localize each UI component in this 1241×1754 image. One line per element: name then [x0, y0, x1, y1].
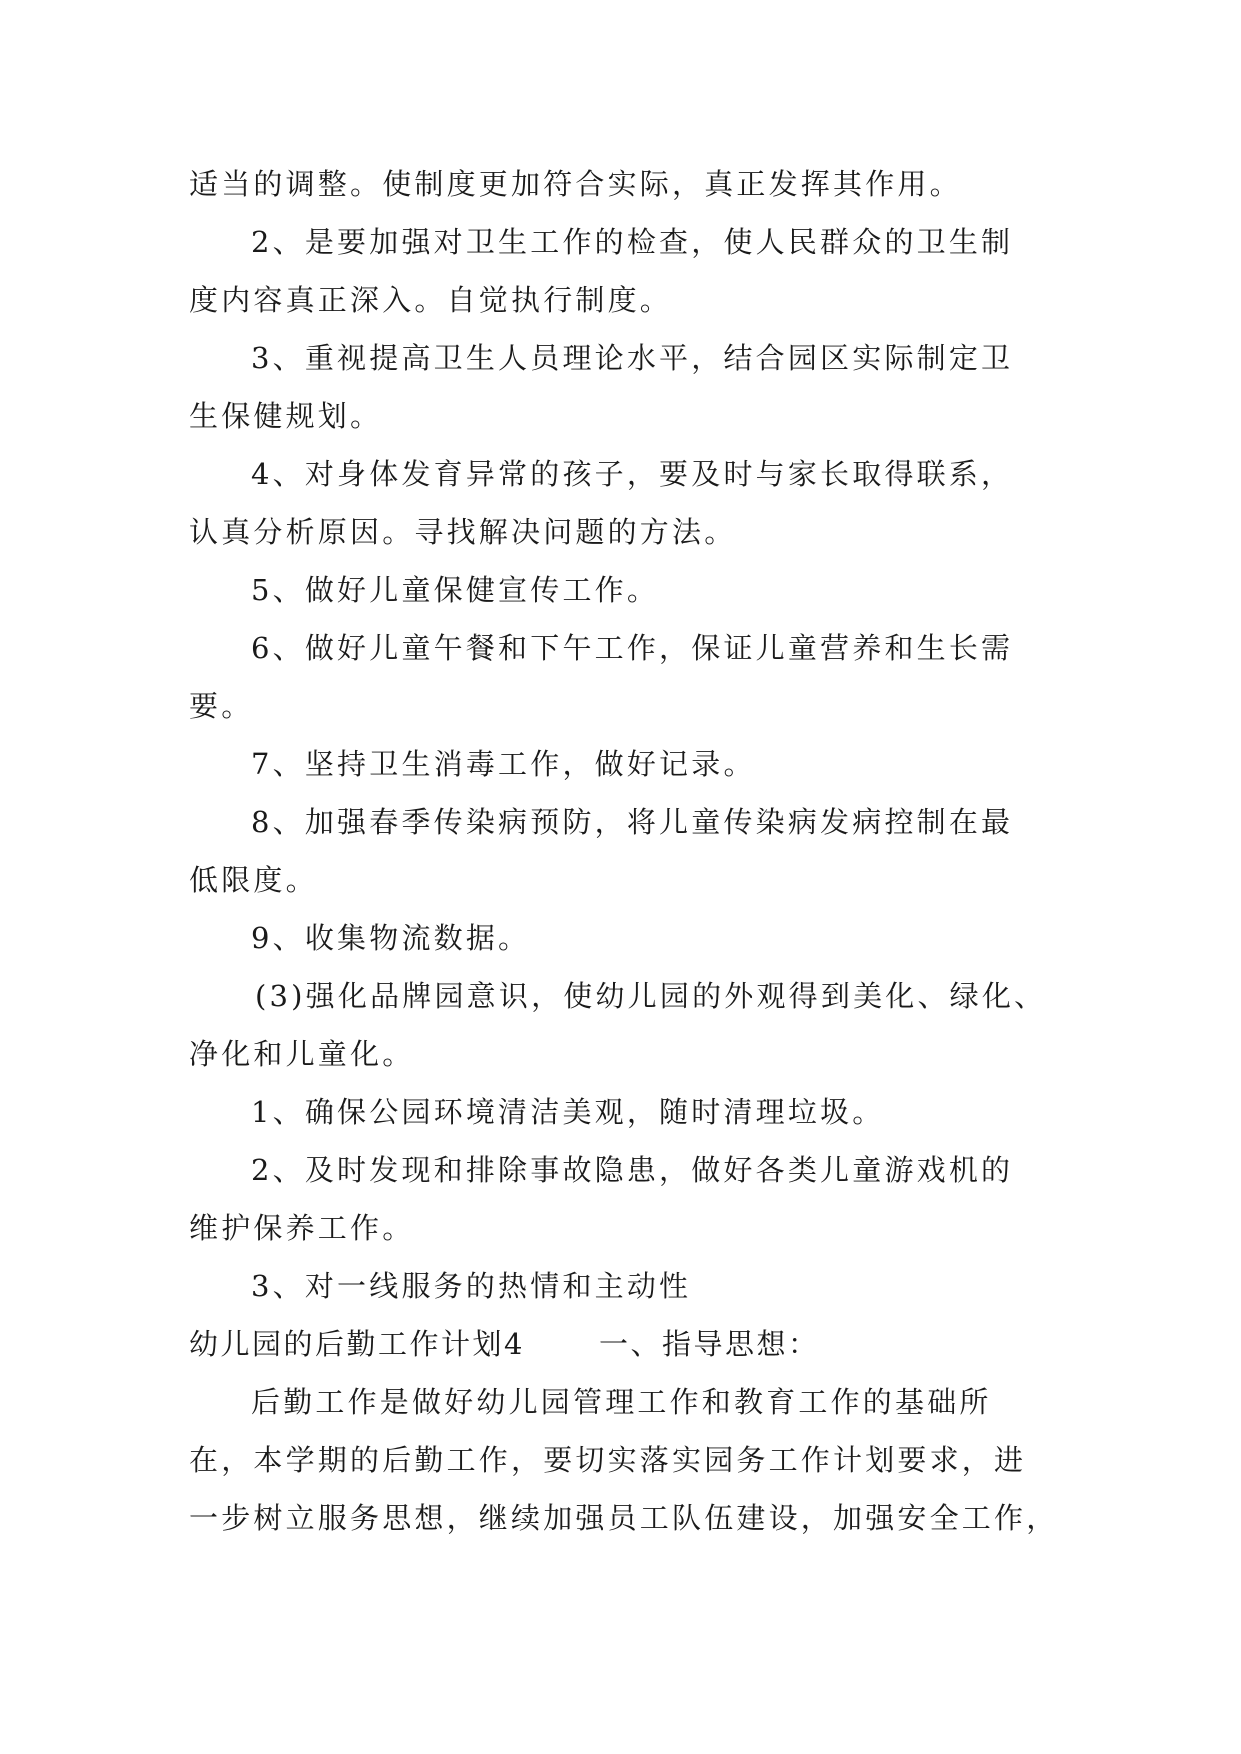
list-item-line: 3、重视提高卫生人员理论水平，结合园区实际制定卫 — [251, 341, 1014, 375]
section-heading-line: (3)强化品牌园意识，使幼儿园的外观得到美化、绿化、 — [255, 979, 1047, 1013]
paragraph-line: 生保健规划。 — [189, 399, 383, 433]
paragraph-line: 在，本学期的后勤工作，要切实落实园务工作计划要求，进 — [189, 1443, 1027, 1477]
paragraph-line: 后勤工作是做好幼儿园管理工作和教育工作的基础所 — [251, 1385, 992, 1419]
list-item-line: 1、确保公园环境清洁美观，随时清理垃圾。 — [251, 1095, 885, 1129]
paragraph-line: 净化和儿童化。 — [189, 1037, 415, 1071]
document-title: 幼儿园的后勤工作计划4 — [189, 1327, 525, 1361]
document-title-line — [189, 1315, 1059, 1373]
paragraph-line: 低限度。 — [189, 863, 318, 897]
paragraph-line: 度内容真正深入。自觉执行制度。 — [189, 283, 673, 317]
list-item-line: 3、对一线服务的热情和主动性 — [251, 1269, 692, 1303]
paragraph-line: 维护保养工作。 — [189, 1211, 415, 1245]
section-heading: 一、指导思想： — [598, 1327, 820, 1361]
list-item-line: 8、加强春季传染病预防，将儿童传染病发病控制在最 — [251, 805, 1014, 839]
document-body — [189, 155, 1059, 1547]
list-item-line: 6、做好儿童午餐和下午工作，保证儿童营养和生长需 — [251, 631, 1014, 665]
list-item-line: 4、对身体发育异常的孩子，要及时与家长取得联系， — [251, 457, 1014, 491]
paragraph-line: 要。 — [189, 689, 254, 723]
list-item-line: 2、是要加强对卫生工作的检查，使人民群众的卫生制 — [251, 225, 1014, 259]
paragraph-line: 适当的调整。使制度更加符合实际，真正发挥其作用。 — [189, 167, 962, 201]
paragraph-line: 认真分析原因。寻找解决问题的方法。 — [189, 515, 737, 549]
list-item-line: 5、做好儿童保健宣传工作。 — [251, 573, 660, 607]
list-item-line: 7、坚持卫生消毒工作，做好记录。 — [251, 747, 756, 781]
paragraph-line: 一步树立服务思想，继续加强员工队伍建设，加强安全工作， — [189, 1501, 1059, 1535]
list-item-line: 9、收集物流数据。 — [251, 921, 531, 955]
list-item-line: 2、及时发现和排除事故隐患，做好各类儿童游戏机的 — [251, 1153, 1014, 1187]
